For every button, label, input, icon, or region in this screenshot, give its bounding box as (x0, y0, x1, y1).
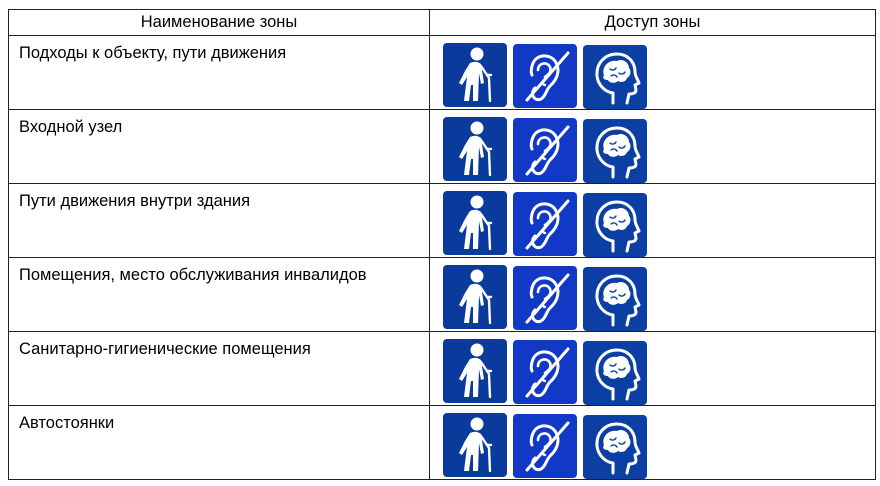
mental-disability-icon (583, 341, 647, 405)
zone-name-cell (9, 36, 430, 110)
access-icons (430, 258, 875, 331)
table-row (9, 332, 876, 406)
zone-name-cell (9, 258, 430, 332)
mental-disability-icon (583, 415, 647, 479)
access-icons (430, 406, 875, 479)
zone-name: Помещения, место обслуживания инвалидов (19, 266, 367, 284)
hearing-impaired-icon (513, 266, 577, 330)
access-icons (430, 36, 875, 109)
access-icons (430, 184, 875, 257)
hearing-impaired-icon (513, 118, 577, 182)
zone-name: Санитарно-гигиенические помещения (19, 340, 311, 358)
zone-access-cell (430, 332, 876, 406)
mental-disability-icon (583, 119, 647, 183)
zone-name: Подходы к объекту, пути движения (19, 44, 287, 62)
table-row (9, 36, 876, 110)
zone-name: Пути движения внутри здания (19, 192, 251, 210)
table-row (9, 258, 876, 332)
zone-access-cell (430, 406, 876, 480)
elderly-mobility-icon (443, 413, 507, 477)
hearing-impaired-icon (513, 192, 577, 256)
zone-name: Автостоянки (19, 414, 115, 432)
elderly-mobility-icon (443, 265, 507, 329)
zone-name-cell (9, 406, 430, 480)
hearing-impaired-icon (513, 44, 577, 108)
zone-access-cell (430, 258, 876, 332)
table-body (9, 36, 876, 480)
mental-disability-icon (583, 45, 647, 109)
zone-name: Входной узел (19, 118, 123, 136)
table-row (9, 406, 876, 480)
zone-name-cell (9, 184, 430, 258)
zone-name-cell (9, 332, 430, 406)
hearing-impaired-icon (513, 414, 577, 478)
zone-access-cell (430, 36, 876, 110)
zone-access-cell (430, 110, 876, 184)
elderly-mobility-icon (443, 117, 507, 181)
table-row (9, 184, 876, 258)
access-icons (430, 332, 875, 405)
access-icons (430, 110, 875, 183)
elderly-mobility-icon (443, 43, 507, 107)
mental-disability-icon (583, 193, 647, 257)
mental-disability-icon (583, 267, 647, 331)
zone-access-cell (430, 184, 876, 258)
table-header-row (9, 10, 876, 36)
zone-name-cell (9, 110, 430, 184)
elderly-mobility-icon (443, 339, 507, 403)
elderly-mobility-icon (443, 191, 507, 255)
zone-access-table (8, 9, 876, 480)
table-row (9, 110, 876, 184)
header-access: Доступ зоны (430, 10, 876, 36)
hearing-impaired-icon (513, 340, 577, 404)
header-zone-name: Наименование зоны (9, 10, 430, 36)
